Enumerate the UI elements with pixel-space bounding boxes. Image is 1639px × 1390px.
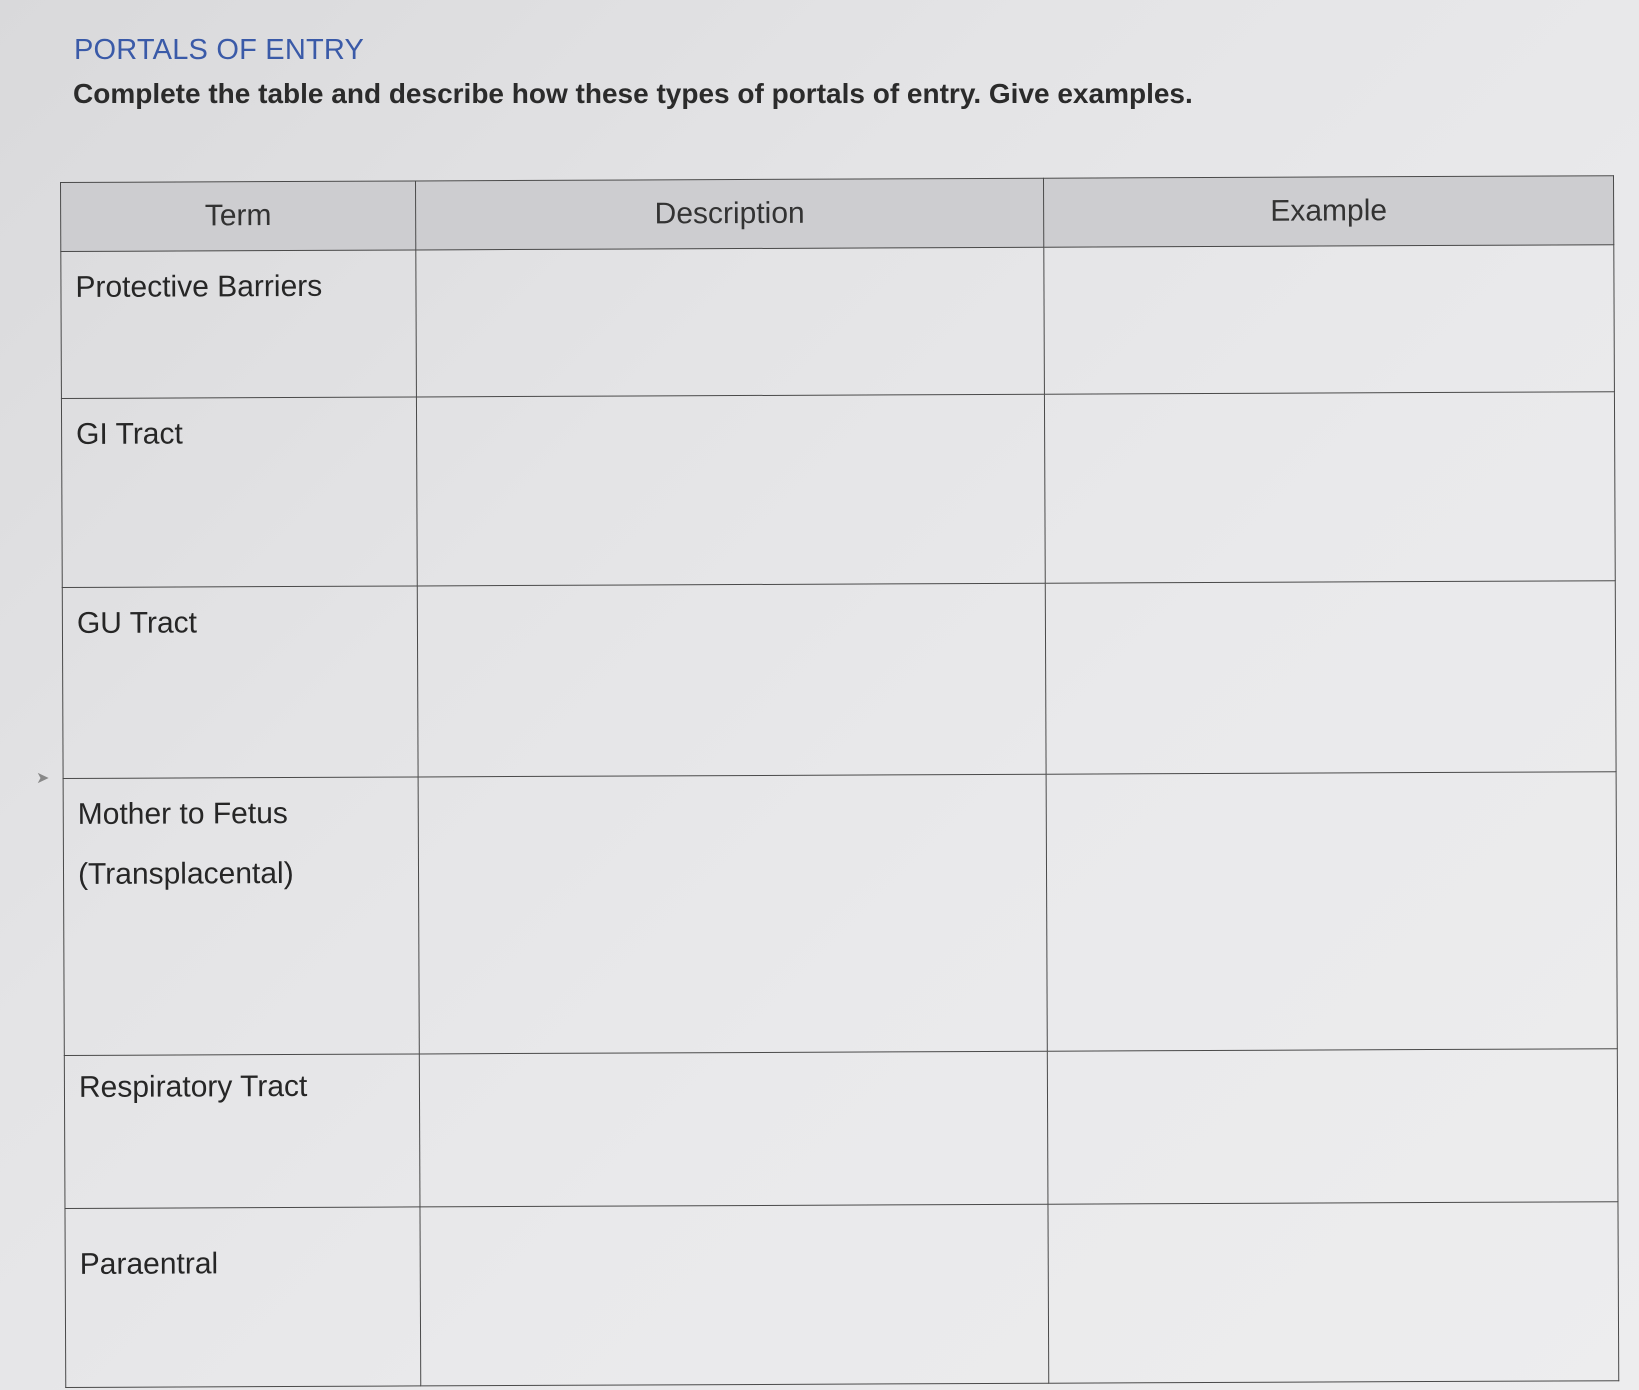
- table-row: [65, 1202, 1619, 1388]
- term-cell: Protective Barriers: [61, 250, 417, 399]
- mouse-cursor-icon: ➤: [36, 770, 50, 787]
- table-row: [63, 772, 1617, 1056]
- description-cell[interactable]: [420, 1204, 1049, 1386]
- table-row: [61, 392, 1615, 588]
- header-term: Term: [61, 181, 416, 252]
- instructions-text: Complete the table and describe how these types of portals of entry. Give examples.: [73, 78, 1193, 109]
- description-cell[interactable]: [418, 774, 1047, 1054]
- description-cell[interactable]: [416, 394, 1045, 586]
- table-row: [61, 245, 1615, 399]
- table-row: [62, 581, 1616, 779]
- example-cell[interactable]: [1046, 772, 1617, 1051]
- portals-table: [60, 175, 1619, 1388]
- term-cell: [63, 777, 419, 1056]
- term-cell: GU Tract: [62, 586, 418, 779]
- term-line-2: (Transplacental): [77, 856, 294, 891]
- page-title: PORTALS OF ENTRY: [74, 34, 365, 66]
- example-cell[interactable]: [1044, 392, 1615, 583]
- example-cell[interactable]: [1044, 245, 1615, 394]
- example-cell[interactable]: [1047, 1049, 1618, 1204]
- description-cell[interactable]: [419, 1051, 1048, 1207]
- description-cell[interactable]: [417, 583, 1046, 777]
- example-cell[interactable]: [1048, 1202, 1619, 1383]
- header-description: Description: [415, 178, 1043, 250]
- term-cell: GI Tract: [61, 397, 417, 588]
- description-cell[interactable]: [416, 247, 1045, 397]
- table-header-row: [61, 176, 1614, 252]
- term-line-1: Mother to Fetus: [77, 797, 288, 831]
- header-example: Example: [1043, 176, 1613, 247]
- term-cell: Respiratory Tract: [64, 1054, 420, 1209]
- table-row: [64, 1049, 1618, 1209]
- example-cell[interactable]: [1045, 581, 1616, 774]
- term-cell: Paraentral: [65, 1207, 421, 1388]
